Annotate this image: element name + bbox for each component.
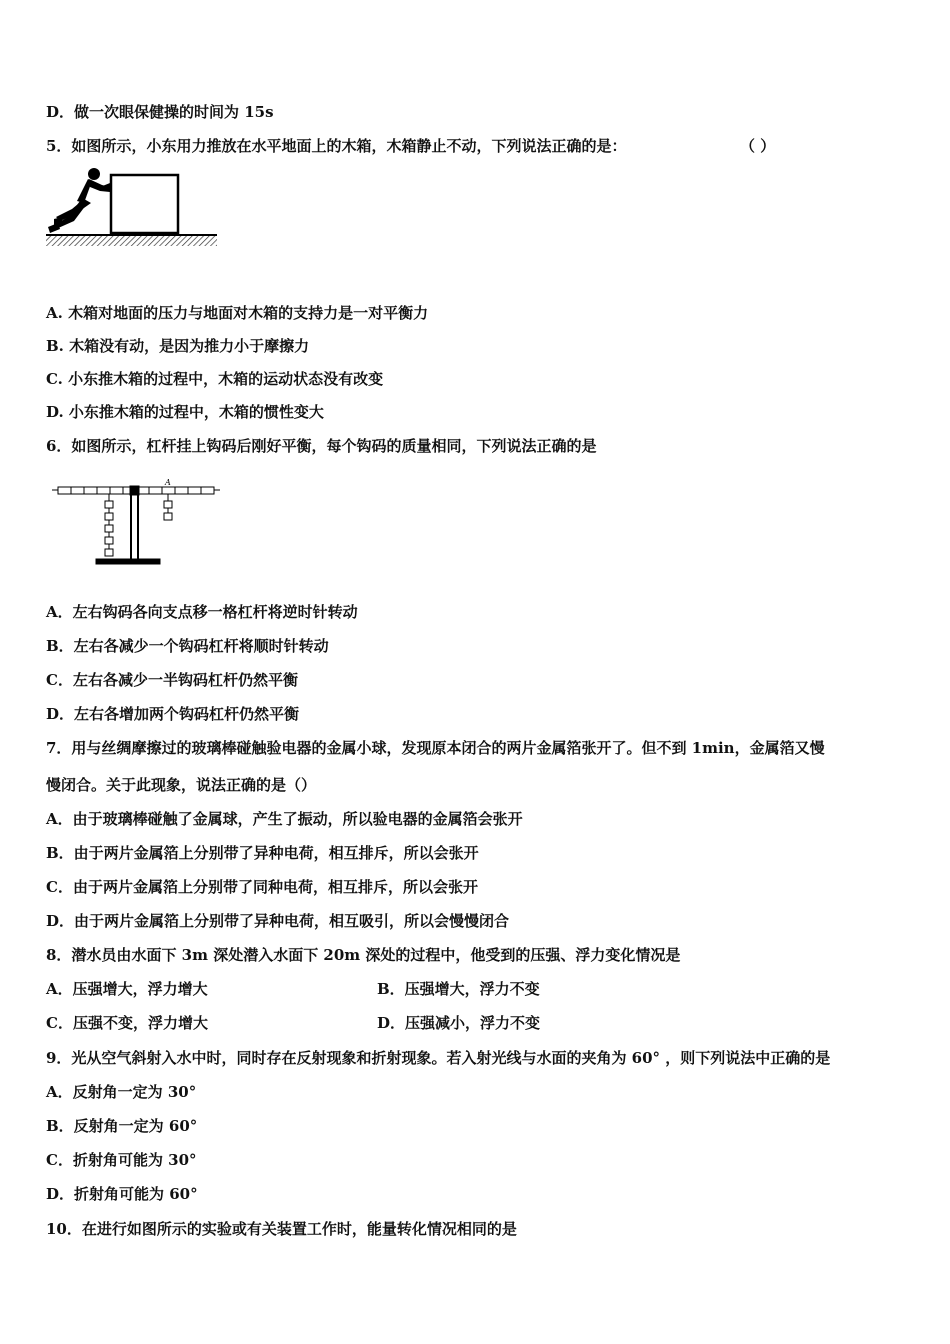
q8-option-d: D．压强减小，浮力不变 [377,1014,541,1032]
wooden-box [111,175,178,233]
q4-option-d: D．做一次眼保健操的时间为 15s [46,103,274,121]
q5-option-a: A. 木箱对地面的压力与地面对木箱的支持力是一对平衡力 [46,304,429,322]
q8-option-c: C．压强不变，浮力增大 [46,1014,208,1032]
q9-option-c: C．折射角可能为 30° [46,1151,197,1169]
q5-option-c: C. 小东推木箱的过程中，木箱的运动状态没有改变 [46,370,384,388]
q6-option-b: B．左右各减少一个钩码杠杆将顺时针转动 [46,637,329,655]
stand-base [96,559,160,564]
q7-stem-line2: 慢闭合。关于此现象，说法正确的是（） [46,776,317,794]
q8-option-a: A．压强增大，浮力增大 [46,980,208,998]
q6-stem: 6．如图所示，杠杆挂上钩码后刚好平衡，每个钩码的质量相同，下列说法正确的是 [46,437,597,455]
q7-option-d: D．由于两片金属箔上分别带了异种电荷，相互吸引，所以会慢慢闭合 [46,912,510,930]
q6-option-d: D．左右各增加两个钩码杠杆仍然平衡 [46,705,300,723]
left-weight-5 [105,549,113,556]
q5-option-b: B. 木箱没有动，是因为推力小于摩擦力 [46,337,310,355]
right-weight-1 [164,501,172,508]
left-weight-1 [105,501,113,508]
ground-hatch [46,236,217,246]
lever-point-label: A [165,478,171,487]
q9-option-b: B．反射角一定为 60° [46,1117,198,1135]
q8-stem: 8．潜水员由水面下 3m 深处潜入水面下 20m 深处的过程中，他受到的压强、浮力变化情况是 [46,946,681,964]
q9-option-a: A．反射角一定为 30° [46,1083,197,1101]
right-weight-2 [164,513,172,520]
q5-option-d: D. 小东推木箱的过程中，木箱的惯性变大 [46,403,324,421]
q9-option-d: D．折射角可能为 60° [46,1185,198,1203]
pivot-block [130,486,139,495]
q7-stem-line1: 7．用与丝绸摩擦过的玻璃棒碰触验电器的金属小球，发现原本闭合的两片金属箔张开了。但不到 1min，金属箔又慢 [46,739,825,757]
q6-figure-lever-with-hook-weights [52,475,222,573]
q7-option-a: A．由于玻璃棒碰触了金属球，产生了振动，所以验电器的金属箔会张开 [46,810,523,828]
left-weight-4 [105,537,113,544]
q5-stem: 5．如图所示，小东用力推放在水平地面上的木箱，木箱静止不动，下列说法正确的是： [46,137,627,155]
q6-option-a: A．左右钩码各向支点移一格杠杆将逆时针转动 [46,603,358,621]
q8-option-b: B．压强增大，浮力不变 [377,980,540,998]
q9-stem: 9．光从空气斜射入水中时，同时存在反射现象和折射现象。若入射光线与水面的夹角为 60° ，则下列说法中正确的是 [46,1049,831,1067]
q5-figure-person-pushing-box [44,163,219,249]
q6-option-c: C．左右各减少一半钩码杠杆仍然平衡 [46,671,298,689]
q7-option-b: B．由于两片金属箔上分别带了异种电荷，相互排斥，所以会张开 [46,844,479,862]
left-weight-2 [105,513,113,520]
q7-option-c: C．由于两片金属箔上分别带了同种电荷，相互排斥，所以会张开 [46,878,478,896]
q5-answer-paren: （ ） [740,137,776,155]
person-pushing [48,168,111,233]
q10-stem: 10．在进行如图所示的实验或有关装置工作时，能量转化情况相同的是 [46,1220,517,1238]
left-weight-3 [105,525,113,532]
